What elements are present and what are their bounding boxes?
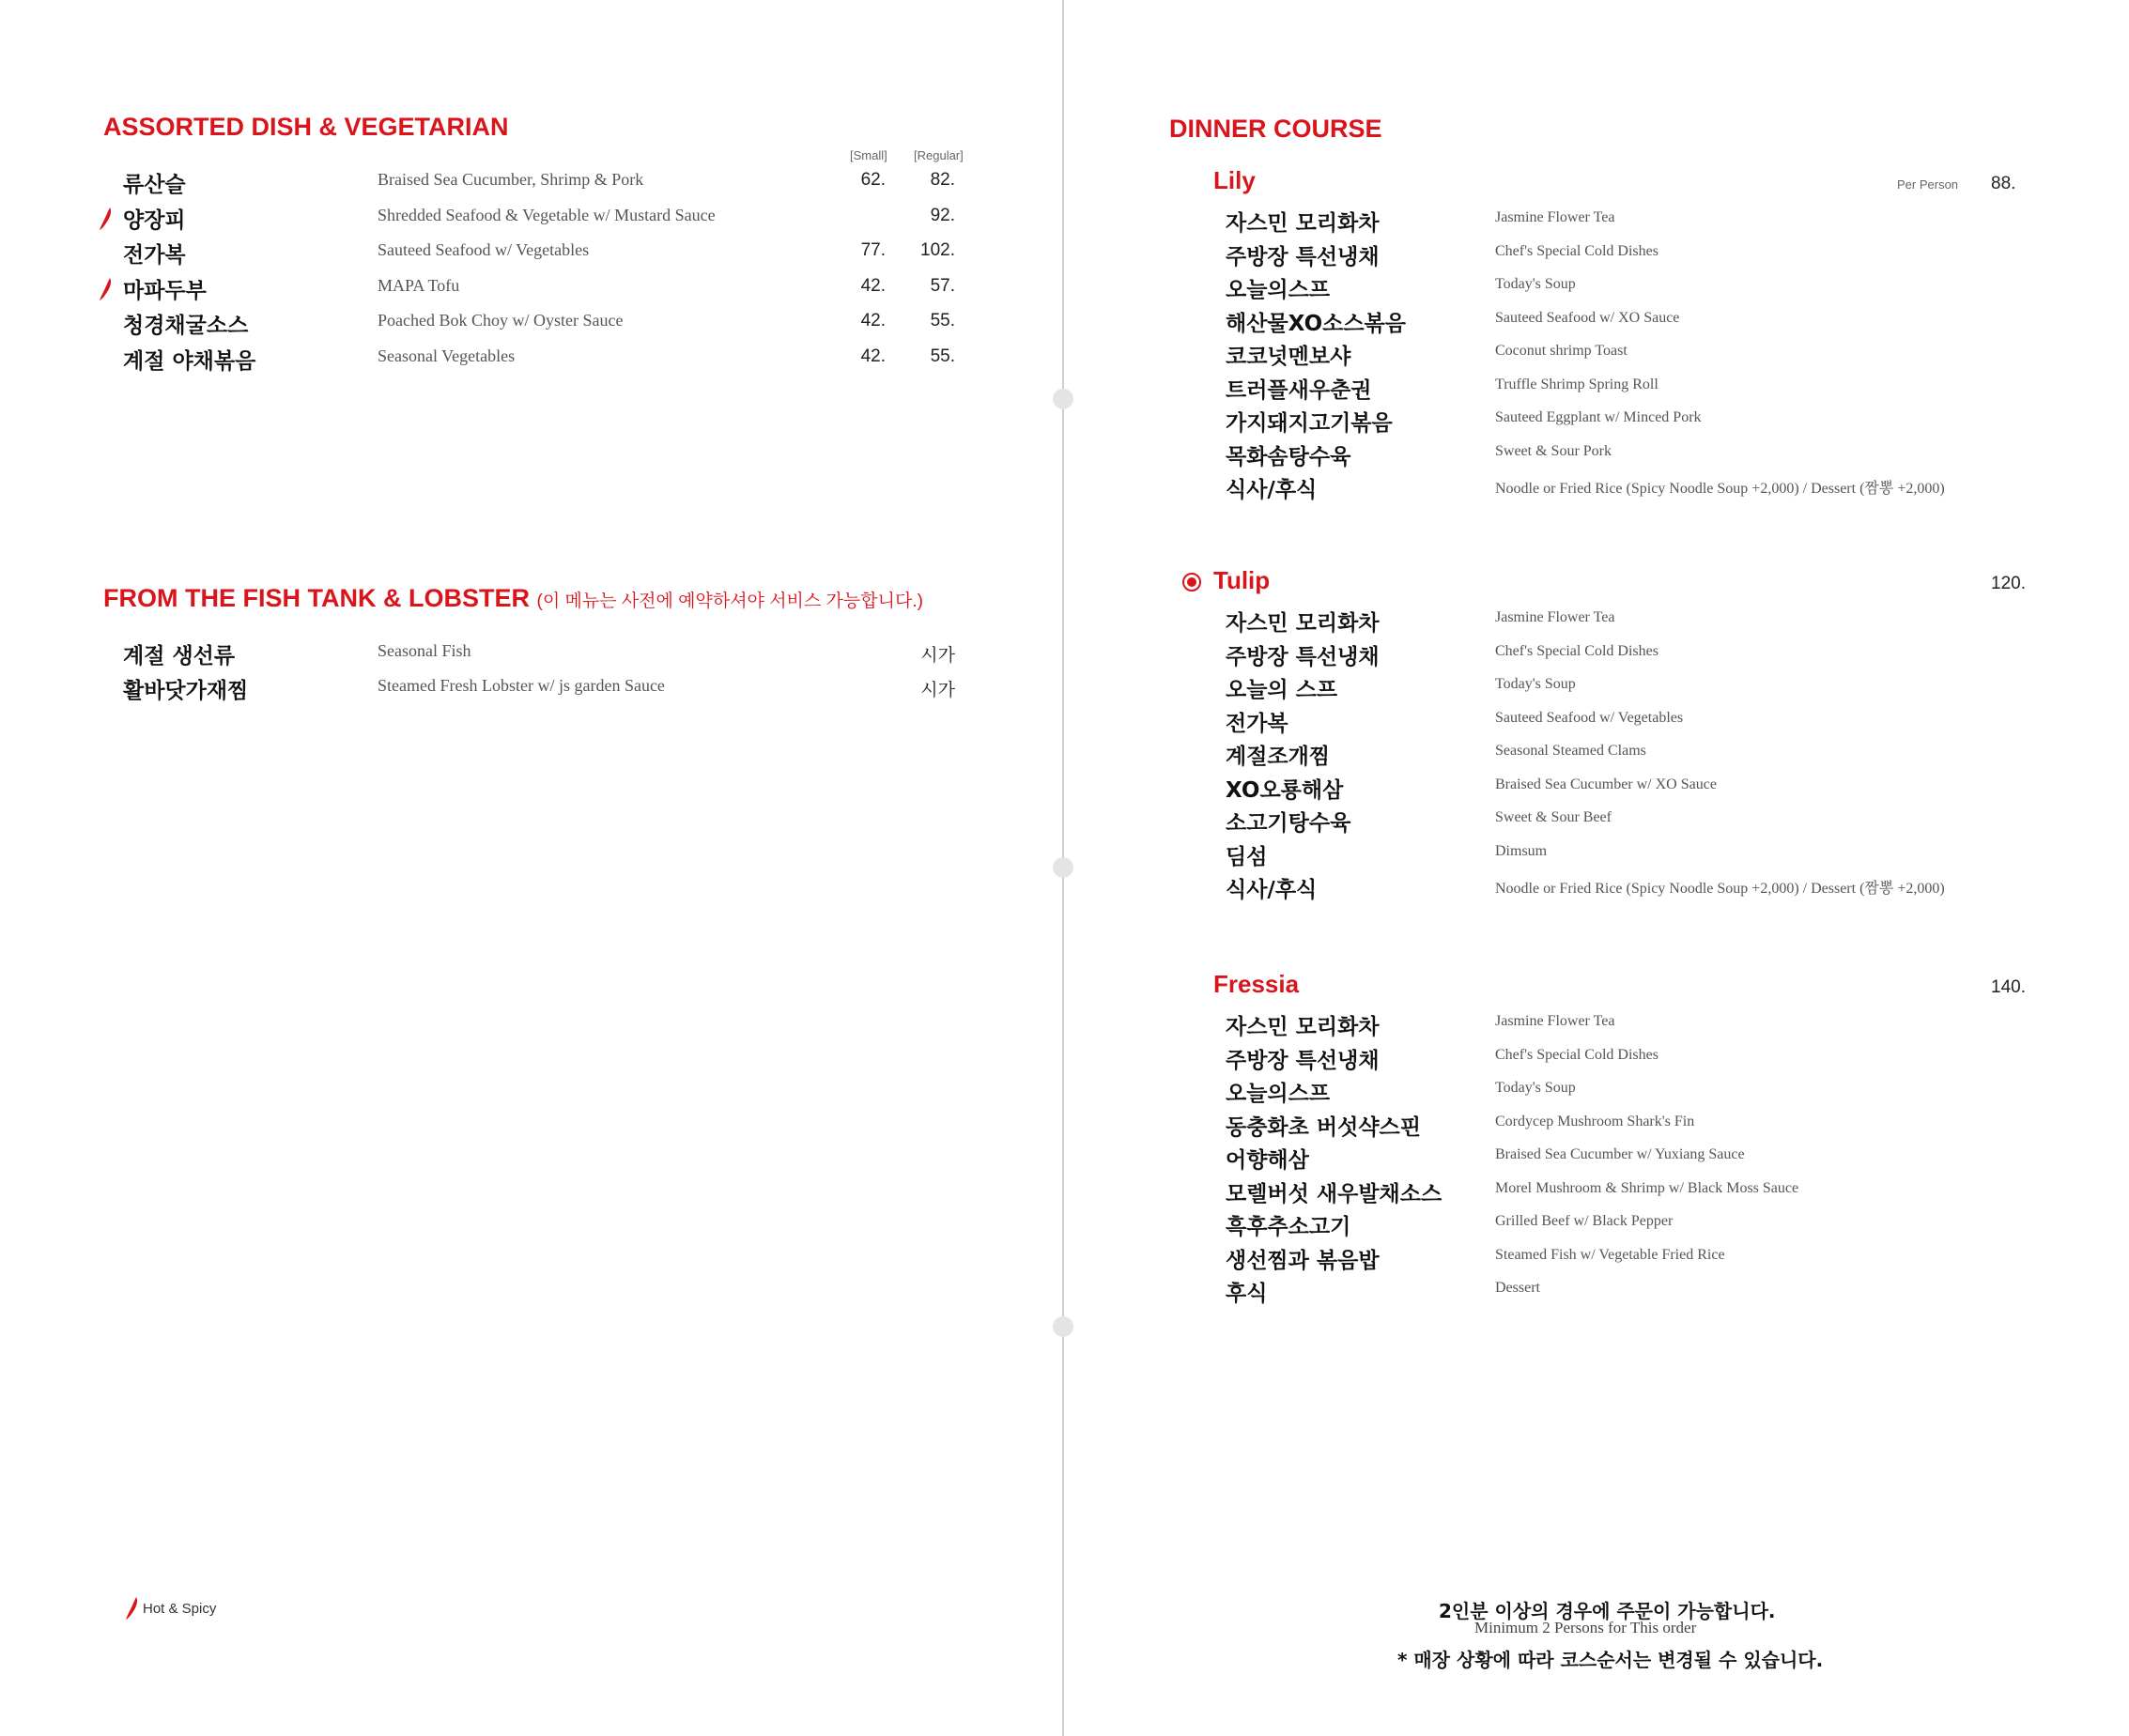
course-item-en: Jasmine Flower Tea xyxy=(1495,1013,1615,1029)
course-item-en: Today's Soup xyxy=(1495,1080,1576,1096)
dish-name-en: Seasonal Vegetables xyxy=(378,346,516,365)
dish-name-ko: 활바닷가재찜 xyxy=(123,679,249,703)
per-person-label: Per Person xyxy=(1897,177,1959,192)
minimum-order-note-ko: 2인분 이상의 경우에 주문이 가능합니다. xyxy=(1439,1600,1776,1622)
course-item-en: Sauteed Seafood w/ Vegetables xyxy=(1495,709,1684,726)
price-regular: 82. xyxy=(930,170,955,190)
course-item-en: Today's Soup xyxy=(1495,676,1576,692)
course-item-ko: 해산물XO소스볶음 xyxy=(1226,311,1406,336)
course-item-ko: 가지돼지고기볶음 xyxy=(1226,411,1393,436)
price-small: 42. xyxy=(860,311,886,330)
course-item-en: Dimsum xyxy=(1495,842,1548,859)
course-item-ko: 오늘의 스프 xyxy=(1226,678,1338,702)
course-item-en: Braised Sea Cucumber w/ Yuxiang Sauce xyxy=(1495,1146,1745,1162)
market-price: 시가 xyxy=(920,646,955,666)
course-item-ko: 딤섬 xyxy=(1226,844,1268,869)
legend-label: Hot & Spicy xyxy=(143,1600,217,1617)
course-item-en: Steamed Fish w/ Vegetable Fried Rice xyxy=(1495,1246,1725,1263)
price-small: 62. xyxy=(860,170,886,190)
price-regular: 55. xyxy=(930,346,955,366)
reservation-note: (이 메뉴는 사전에 예약하셔야 서비스 가능합니다.) xyxy=(536,591,923,611)
course-item-ko: 어향해삼 xyxy=(1226,1148,1309,1173)
chili-pepper-icon xyxy=(126,1596,139,1621)
course-item-en: Sweet & Sour Beef xyxy=(1495,809,1612,825)
dish-name-en: Seasonal Fish xyxy=(378,641,471,660)
course-item-en: Chef's Special Cold Dishes xyxy=(1495,242,1658,259)
course-order-change-note: * 매장 상황에 따라 코스순서는 변경될 수 있습니다. xyxy=(1397,1649,1824,1671)
course-name: Lily xyxy=(1213,166,1256,194)
price-small: 42. xyxy=(860,346,886,366)
course-item-ko: 트러플새우춘권 xyxy=(1226,377,1372,403)
binding-ring xyxy=(1053,1316,1073,1337)
course-item-en: Jasmine Flower Tea xyxy=(1495,209,1615,225)
course-item-en: Seasonal Steamed Clams xyxy=(1495,743,1646,759)
course-name: Fressia xyxy=(1213,970,1300,998)
course-item-en: Today's Soup xyxy=(1495,276,1576,292)
dish-name-en: Shredded Seafood & Vegetable w/ Mustard Sauce xyxy=(378,205,716,224)
course-item-en: Coconut shrimp Toast xyxy=(1495,343,1628,359)
course-item-en: Noodle or Fried Rice (Spicy Noodle Soup +2,000) / Dessert (짬뽕 +2,000) xyxy=(1495,881,1945,897)
course-item-en: Sauteed Eggplant w/ Minced Pork xyxy=(1495,409,1702,425)
course-item-ko: 모렐버섯 새우발채소스 xyxy=(1226,1181,1442,1206)
binding-ring xyxy=(1053,389,1073,409)
course-item-ko: 동충화초 버섯샥스핀 xyxy=(1226,1114,1421,1140)
section-title-fish-tank xyxy=(103,584,923,613)
course-price: 120. xyxy=(1991,574,2026,593)
price-small: 77. xyxy=(860,240,886,260)
course-item-en: Cordycep Mushroom Shark's Fin xyxy=(1495,1113,1695,1129)
dish-name-ko: 계절 생선류 xyxy=(123,644,236,668)
market-price: 시가 xyxy=(920,681,955,700)
course-item-ko: 자스민 모리화차 xyxy=(1226,611,1380,636)
minimum-order-note-en: Minimum 2 Persons for This order xyxy=(1474,1619,1697,1636)
price-regular: 102. xyxy=(920,240,955,260)
course-item-en: Sauteed Seafood w/ XO Sauce xyxy=(1495,309,1680,326)
dish-name-en: Braised Sea Cucumber, Shrimp & Pork xyxy=(378,170,644,189)
course-item-en: Braised Sea Cucumber w/ XO Sauce xyxy=(1495,776,1717,792)
course-item-ko: 자스민 모리화차 xyxy=(1226,211,1380,236)
course-item-ko: 목화솜탕수육 xyxy=(1226,444,1351,469)
course-item-ko: 오늘의스프 xyxy=(1226,278,1331,302)
course-item-en: Dessert xyxy=(1495,1280,1540,1296)
course-item-ko: 주방장 특선냉채 xyxy=(1226,244,1380,269)
chili-pepper-icon xyxy=(100,277,111,300)
section-title-text: FROM THE FISH TANK & LOBSTER xyxy=(103,584,530,612)
dish-name-en: Sauteed Seafood w/ Vegetables xyxy=(378,240,590,259)
course-item-ko: 소고기탕수육 xyxy=(1226,811,1351,836)
dish-name-en: MAPA Tofu xyxy=(378,275,460,295)
spicy-legend xyxy=(126,1596,216,1621)
column-header-regular: [Regular] xyxy=(914,148,964,162)
course-item-ko: 코코넛멘보샤 xyxy=(1226,345,1351,369)
course-item-ko: 식사/후식 xyxy=(1226,478,1318,502)
price-regular: 92. xyxy=(930,205,955,225)
course-item-ko: 후식 xyxy=(1226,1282,1268,1306)
dish-name-ko: 마파두부 xyxy=(123,278,207,303)
course-item-ko: 계절조개찜 xyxy=(1226,745,1331,769)
course-item-en: Chef's Special Cold Dishes xyxy=(1495,1046,1658,1063)
course-item-en: Grilled Beef w/ Black Pepper xyxy=(1495,1213,1674,1229)
course-price: 88. xyxy=(1991,174,2016,193)
dish-name-ko: 전가복 xyxy=(123,243,186,268)
price-regular: 57. xyxy=(930,275,955,296)
price-regular: 55. xyxy=(930,311,955,330)
binding-ring xyxy=(1053,857,1073,878)
course-item-ko: 전가복 xyxy=(1226,711,1288,736)
dish-name-ko: 청경채굴소스 xyxy=(123,314,249,338)
dish-name-en: Poached Bok Choy w/ Oyster Sauce xyxy=(378,311,624,330)
course-item-en: Sweet & Sour Pork xyxy=(1495,442,1612,459)
course-item-en: Chef's Special Cold Dishes xyxy=(1495,642,1658,659)
chili-pepper-icon xyxy=(100,207,111,229)
course-item-en: Truffle Shrimp Spring Roll xyxy=(1495,376,1658,392)
course-name: Tulip xyxy=(1213,566,1271,594)
column-header-small: [Small] xyxy=(850,148,887,162)
course-item-en: Morel Mushroom & Shrimp w/ Black Moss Sauce xyxy=(1495,1179,1799,1196)
section-title-assorted: ASSORTED DISH & VEGETARIAN xyxy=(103,113,509,141)
course-item-en: Noodle or Fried Rice (Spicy Noodle Soup +2,000) / Dessert (짬뽕 +2,000) xyxy=(1495,481,1945,497)
dish-name-ko: 류산슬 xyxy=(123,173,186,197)
course-item-ko: 주방장 특선냉채 xyxy=(1226,1048,1380,1073)
price-small: 42. xyxy=(860,275,886,296)
course-item-ko: 주방장 특선냉채 xyxy=(1226,644,1380,669)
course-item-ko: 흑후추소고기 xyxy=(1226,1215,1351,1239)
course-item-ko: XO오룡해삼 xyxy=(1226,777,1344,803)
dish-name-en: Steamed Fresh Lobster w/ js garden Sauce xyxy=(378,676,665,695)
section-title-dinner-course: DINNER COURSE xyxy=(1169,115,1382,143)
course-price: 140. xyxy=(1991,977,2026,997)
dish-name-ko: 계절 야채볶음 xyxy=(123,348,256,374)
course-item-ko: 오늘의스프 xyxy=(1226,1082,1331,1106)
selected-marker-icon xyxy=(1181,572,1202,592)
course-item-ko: 식사/후식 xyxy=(1226,878,1318,902)
course-item-ko: 생선찜과 볶음밥 xyxy=(1226,1248,1380,1273)
dish-name-ko: 양장피 xyxy=(123,207,186,233)
course-item-ko: 자스민 모리화차 xyxy=(1226,1015,1380,1039)
course-item-en: Jasmine Flower Tea xyxy=(1495,609,1615,625)
